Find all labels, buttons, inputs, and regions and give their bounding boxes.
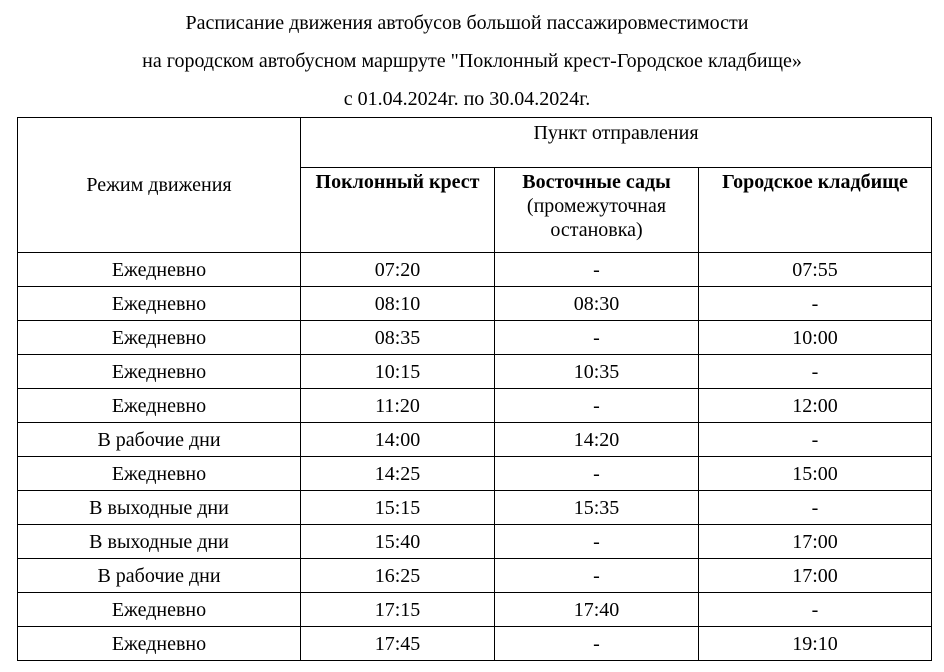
stop-note: (промежуточная остановка) [526,195,667,241]
table-row [18,457,932,491]
regime-cell: Ежедневно [18,457,301,491]
time-gorodskoe-kladbische: 17:00 [699,525,932,559]
time-poklonny-krest: 08:10 [301,287,495,321]
stop-header-poklonny-krest [301,168,495,253]
table-row [18,389,932,423]
time-gorodskoe-kladbische: - [699,593,932,627]
table-row [18,287,932,321]
table-row [18,355,932,389]
time-vostochnye-sady: - [495,253,699,287]
regime-cell: В рабочие дни [18,423,301,457]
time-gorodskoe-kladbische: - [699,423,932,457]
time-poklonny-krest: 08:35 [301,321,495,355]
regime-cell: В выходные дни [18,491,301,525]
stop-header-vostochnye-sady [495,168,699,253]
time-gorodskoe-kladbische: 15:00 [699,457,932,491]
table-row [18,559,932,593]
table-row [18,525,932,559]
time-gorodskoe-kladbische: - [699,491,932,525]
time-gorodskoe-kladbische: 07:55 [699,253,932,287]
regime-cell: Ежедневно [18,627,301,661]
time-poklonny-krest: 15:15 [301,491,495,525]
time-poklonny-krest: 10:15 [301,355,495,389]
document-title-line-1: Расписание движения автобусов большой пассажировместимости [185,12,749,34]
regime-cell: Ежедневно [18,253,301,287]
regime-cell: В рабочие дни [18,559,301,593]
table-row [18,321,932,355]
regime-cell: Ежедневно [18,389,301,423]
table-row [18,423,932,457]
regime-cell: Ежедневно [18,593,301,627]
time-vostochnye-sady: - [495,321,699,355]
time-poklonny-krest: 11:20 [301,389,495,423]
regime-cell: Ежедневно [18,321,301,355]
document-title-line-2: на городском автобусном маршруте "Поклонный крест-Городское кладбище» [142,50,802,72]
time-vostochnye-sady: - [495,389,699,423]
time-vostochnye-sady: - [495,525,699,559]
time-gorodskoe-kladbische: 12:00 [699,389,932,423]
time-poklonny-krest: 17:45 [301,627,495,661]
stop-name: Городское кладбище [722,171,908,193]
time-vostochnye-sady: - [495,457,699,491]
time-poklonny-krest: 14:25 [301,457,495,491]
time-gorodskoe-kladbische: 19:10 [699,627,932,661]
time-gorodskoe-kladbische: 17:00 [699,559,932,593]
regime-cell: В выходные дни [18,525,301,559]
time-vostochnye-sady: 15:35 [495,491,699,525]
time-vostochnye-sady: - [495,627,699,661]
time-vostochnye-sady: 10:35 [495,355,699,389]
time-vostochnye-sady: - [495,559,699,593]
table-row [18,253,932,287]
time-poklonny-krest: 17:15 [301,593,495,627]
table-row [18,593,932,627]
regime-column-header: Режим движения [18,118,301,253]
table-row [18,491,932,525]
time-gorodskoe-kladbische: - [699,287,932,321]
time-poklonny-krest: 14:00 [301,423,495,457]
departure-point-header: Пункт отправления [301,118,932,168]
regime-cell: Ежедневно [18,287,301,321]
time-gorodskoe-kladbische: 10:00 [699,321,932,355]
time-vostochnye-sady: 17:40 [495,593,699,627]
document-title-period: с 01.04.2024г. по 30.04.2024г. [343,88,591,110]
time-vostochnye-sady: 14:20 [495,423,699,457]
schedule-rows [18,253,932,661]
time-poklonny-krest: 16:25 [301,559,495,593]
time-poklonny-krest: 15:40 [301,525,495,559]
regime-cell: Ежедневно [18,355,301,389]
stop-name: Восточные сады [522,171,671,193]
table-row [18,627,932,661]
stop-header-gorodskoe-kladbische [699,168,932,253]
time-gorodskoe-kladbische: - [699,355,932,389]
time-vostochnye-sady: 08:30 [495,287,699,321]
time-poklonny-krest: 07:20 [301,253,495,287]
bus-schedule-table [17,117,932,661]
stop-name: Поклонный крест [315,171,480,193]
